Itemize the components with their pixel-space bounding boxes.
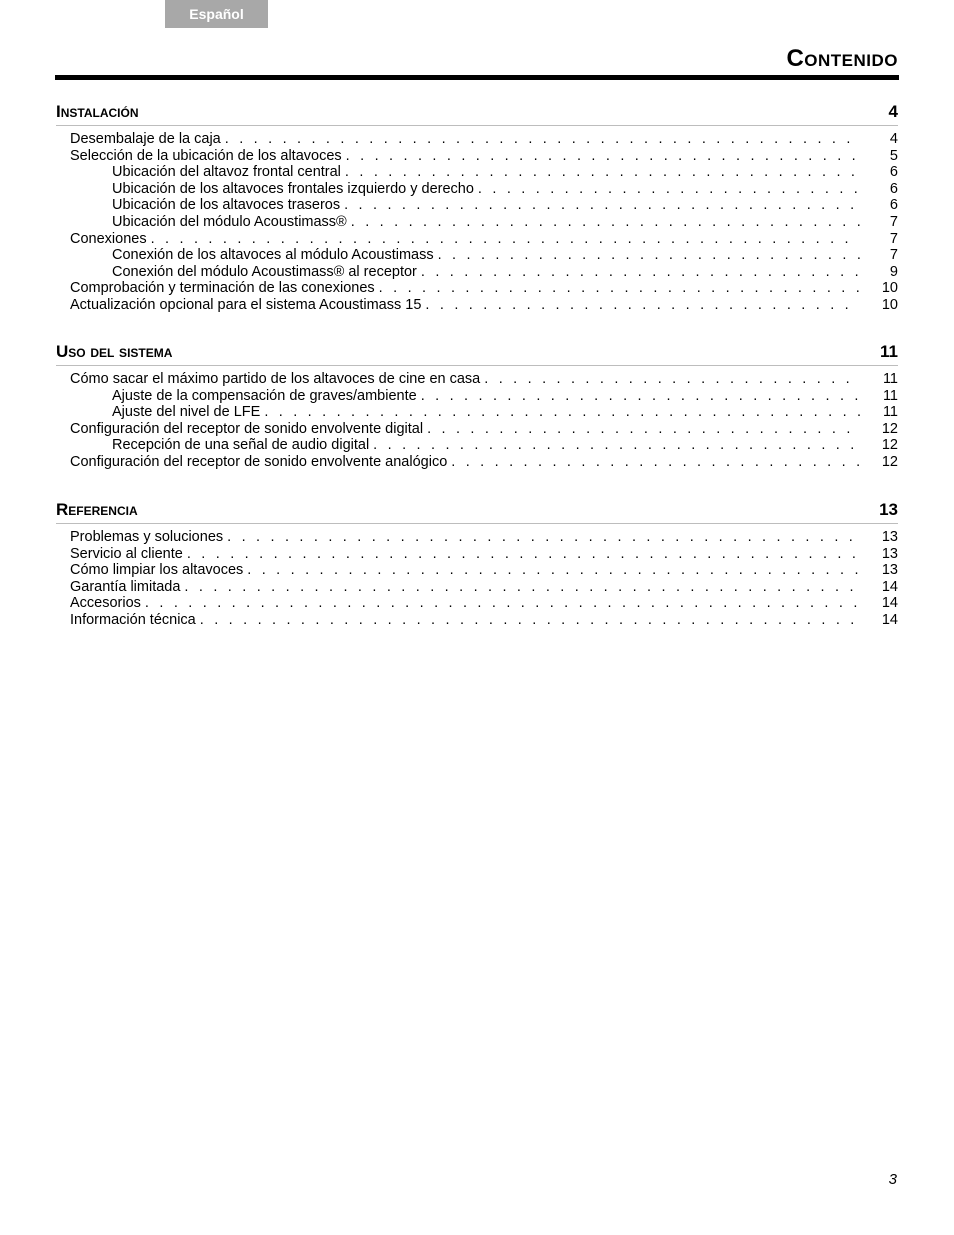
- section-heading[interactable]: [56, 498, 898, 524]
- dot-leader: [184, 579, 860, 596]
- dot-leader: [427, 421, 860, 438]
- toc-entry-page: 7: [889, 247, 898, 264]
- language-tab[interactable]: Español: [165, 0, 268, 28]
- toc-entry-label: Desembalaje de la caja: [70, 131, 221, 147]
- toc-entry-label: Conexión del módulo Acoustimass® al receptor: [112, 263, 417, 280]
- dot-leader: [421, 264, 860, 281]
- toc-entry-label: Ajuste de la compensación de graves/ambiente: [112, 387, 417, 404]
- section-heading[interactable]: [56, 340, 898, 366]
- toc-entry[interactable]: [56, 437, 898, 454]
- toc-entry[interactable]: [56, 388, 898, 405]
- toc-entry-label: Ubicación del altavoz frontal central: [112, 164, 341, 181]
- toc-entries: [56, 529, 898, 629]
- toc-entry-label: Servicio al cliente: [70, 545, 183, 562]
- dot-leader: [227, 529, 860, 546]
- toc-entries: [56, 131, 898, 314]
- dot-leader: [145, 595, 860, 612]
- toc-entry-page: 12: [881, 437, 898, 454]
- toc-entry-label: Problemas y soluciones: [70, 529, 224, 545]
- toc-entry[interactable]: [56, 264, 898, 281]
- toc-entry-label: Información técnica: [70, 611, 196, 628]
- toc-entry[interactable]: [56, 164, 898, 181]
- dot-leader: [247, 562, 860, 579]
- title-rule: [55, 75, 899, 80]
- toc-entry-label: Ubicación de los altavoces traseros: [112, 197, 341, 214]
- toc-entry-label: Configuración del receptor de sonido envolvente digital: [70, 420, 424, 437]
- section-page: 13: [879, 500, 898, 519]
- toc-entry-label: Conexión de los altavoces al módulo Acoustimass: [112, 247, 434, 264]
- toc-entry-page: 13: [881, 545, 898, 562]
- dot-leader: [200, 612, 860, 629]
- toc-entry-page: 14: [881, 595, 898, 612]
- toc-entry-label: Configuración del receptor de sonido envolvente analógico: [70, 453, 448, 470]
- toc-entry[interactable]: [56, 595, 898, 612]
- toc-entry[interactable]: [56, 197, 898, 214]
- toc-entry[interactable]: [56, 404, 898, 421]
- toc-entry-label: Ubicación del módulo Acoustimass®: [112, 213, 347, 230]
- toc-entry[interactable]: [56, 612, 898, 629]
- toc-entry-label: Ajuste del nivel de LFE: [112, 404, 261, 421]
- toc-entry-page: 12: [881, 453, 898, 470]
- toc-entries: [56, 371, 898, 471]
- toc-entry[interactable]: [56, 454, 898, 471]
- dot-leader: [484, 371, 860, 388]
- toc-entry[interactable]: [56, 529, 898, 546]
- toc-entry[interactable]: [56, 371, 898, 388]
- toc-entry-page: 10: [881, 280, 898, 297]
- toc-entry-label: Comprobación y terminación de las conexiones: [70, 280, 375, 297]
- dot-leader: [351, 214, 860, 231]
- toc-entry-page: 12: [881, 420, 898, 437]
- toc-entry-label: Ubicación de los altavoces frontales izquierdo y derecho: [112, 180, 474, 197]
- toc-entry-page: 11: [882, 387, 898, 404]
- toc-section-system-use: [56, 340, 898, 471]
- dot-leader: [264, 404, 860, 421]
- toc-entry-page: 6: [889, 180, 898, 197]
- toc-entry-label: Conexiones: [70, 230, 147, 247]
- section-page: 4: [888, 102, 898, 121]
- toc-entry[interactable]: [56, 562, 898, 579]
- toc-entry[interactable]: [56, 546, 898, 563]
- toc-entry[interactable]: [56, 297, 898, 314]
- toc-entry[interactable]: [56, 148, 898, 165]
- toc-section-installation: [56, 100, 898, 314]
- toc-entry[interactable]: [56, 579, 898, 596]
- toc-entry-label: Accesorios: [70, 595, 141, 612]
- dot-leader: [225, 131, 860, 148]
- toc-entry-page: 14: [881, 578, 898, 595]
- toc-entry-page: 6: [889, 197, 898, 214]
- toc-entry-page: 14: [881, 611, 898, 628]
- toc-entry-page: 13: [881, 562, 898, 579]
- dot-leader: [345, 164, 860, 181]
- toc-entry[interactable]: [56, 214, 898, 231]
- dot-leader: [478, 181, 860, 198]
- toc-entry-label: Recepción de una señal de audio digital: [112, 437, 370, 454]
- dot-leader: [421, 388, 860, 405]
- toc-entry-label: Garantía limitada: [70, 578, 181, 595]
- section-title: Referencia: [56, 500, 138, 519]
- toc-entry-label: Cómo sacar el máximo partido de los altavoces de cine en casa: [70, 371, 481, 387]
- dot-leader: [346, 148, 860, 165]
- dot-leader: [451, 454, 860, 471]
- toc-entry-page: 7: [889, 230, 898, 247]
- dot-leader: [344, 197, 860, 214]
- toc-entry[interactable]: [56, 421, 898, 438]
- dot-leader: [151, 231, 860, 248]
- toc-entry-page: 11: [882, 404, 898, 421]
- toc-entry[interactable]: [56, 247, 898, 264]
- toc-entry-page: 9: [889, 263, 898, 280]
- dot-leader: [187, 546, 860, 563]
- section-title: Instalación: [56, 102, 139, 121]
- toc-entry-label: Cómo limpiar los altavoces: [70, 562, 244, 579]
- toc-entry-page: 4: [889, 131, 898, 147]
- dot-leader: [373, 437, 860, 454]
- toc-entry-page: 11: [882, 371, 898, 387]
- section-heading[interactable]: [56, 100, 898, 126]
- toc-entry[interactable]: [56, 231, 898, 248]
- dot-leader: [425, 297, 860, 314]
- section-title: Uso del sistema: [56, 342, 173, 361]
- dot-leader: [379, 280, 860, 297]
- toc-entry[interactable]: [56, 181, 898, 198]
- toc-entry-label: Selección de la ubicación de los altavoces: [70, 147, 342, 164]
- toc-entry-page: 5: [889, 147, 898, 164]
- toc-entry[interactable]: [56, 280, 898, 297]
- section-page: 11: [880, 342, 898, 361]
- toc-entry-page: 13: [881, 529, 898, 545]
- toc-entry-page: 10: [881, 296, 898, 313]
- toc-entry-label: Actualización opcional para el sistema Acoustimass 15: [70, 296, 422, 313]
- page-number: 3: [888, 1171, 897, 1188]
- toc-entry[interactable]: [56, 131, 898, 148]
- toc-entry-page: 7: [889, 213, 898, 230]
- toc-entry-page: 6: [889, 164, 898, 181]
- dot-leader: [438, 247, 860, 264]
- page-title: Contenido: [786, 45, 898, 72]
- toc-section-reference: [56, 498, 898, 629]
